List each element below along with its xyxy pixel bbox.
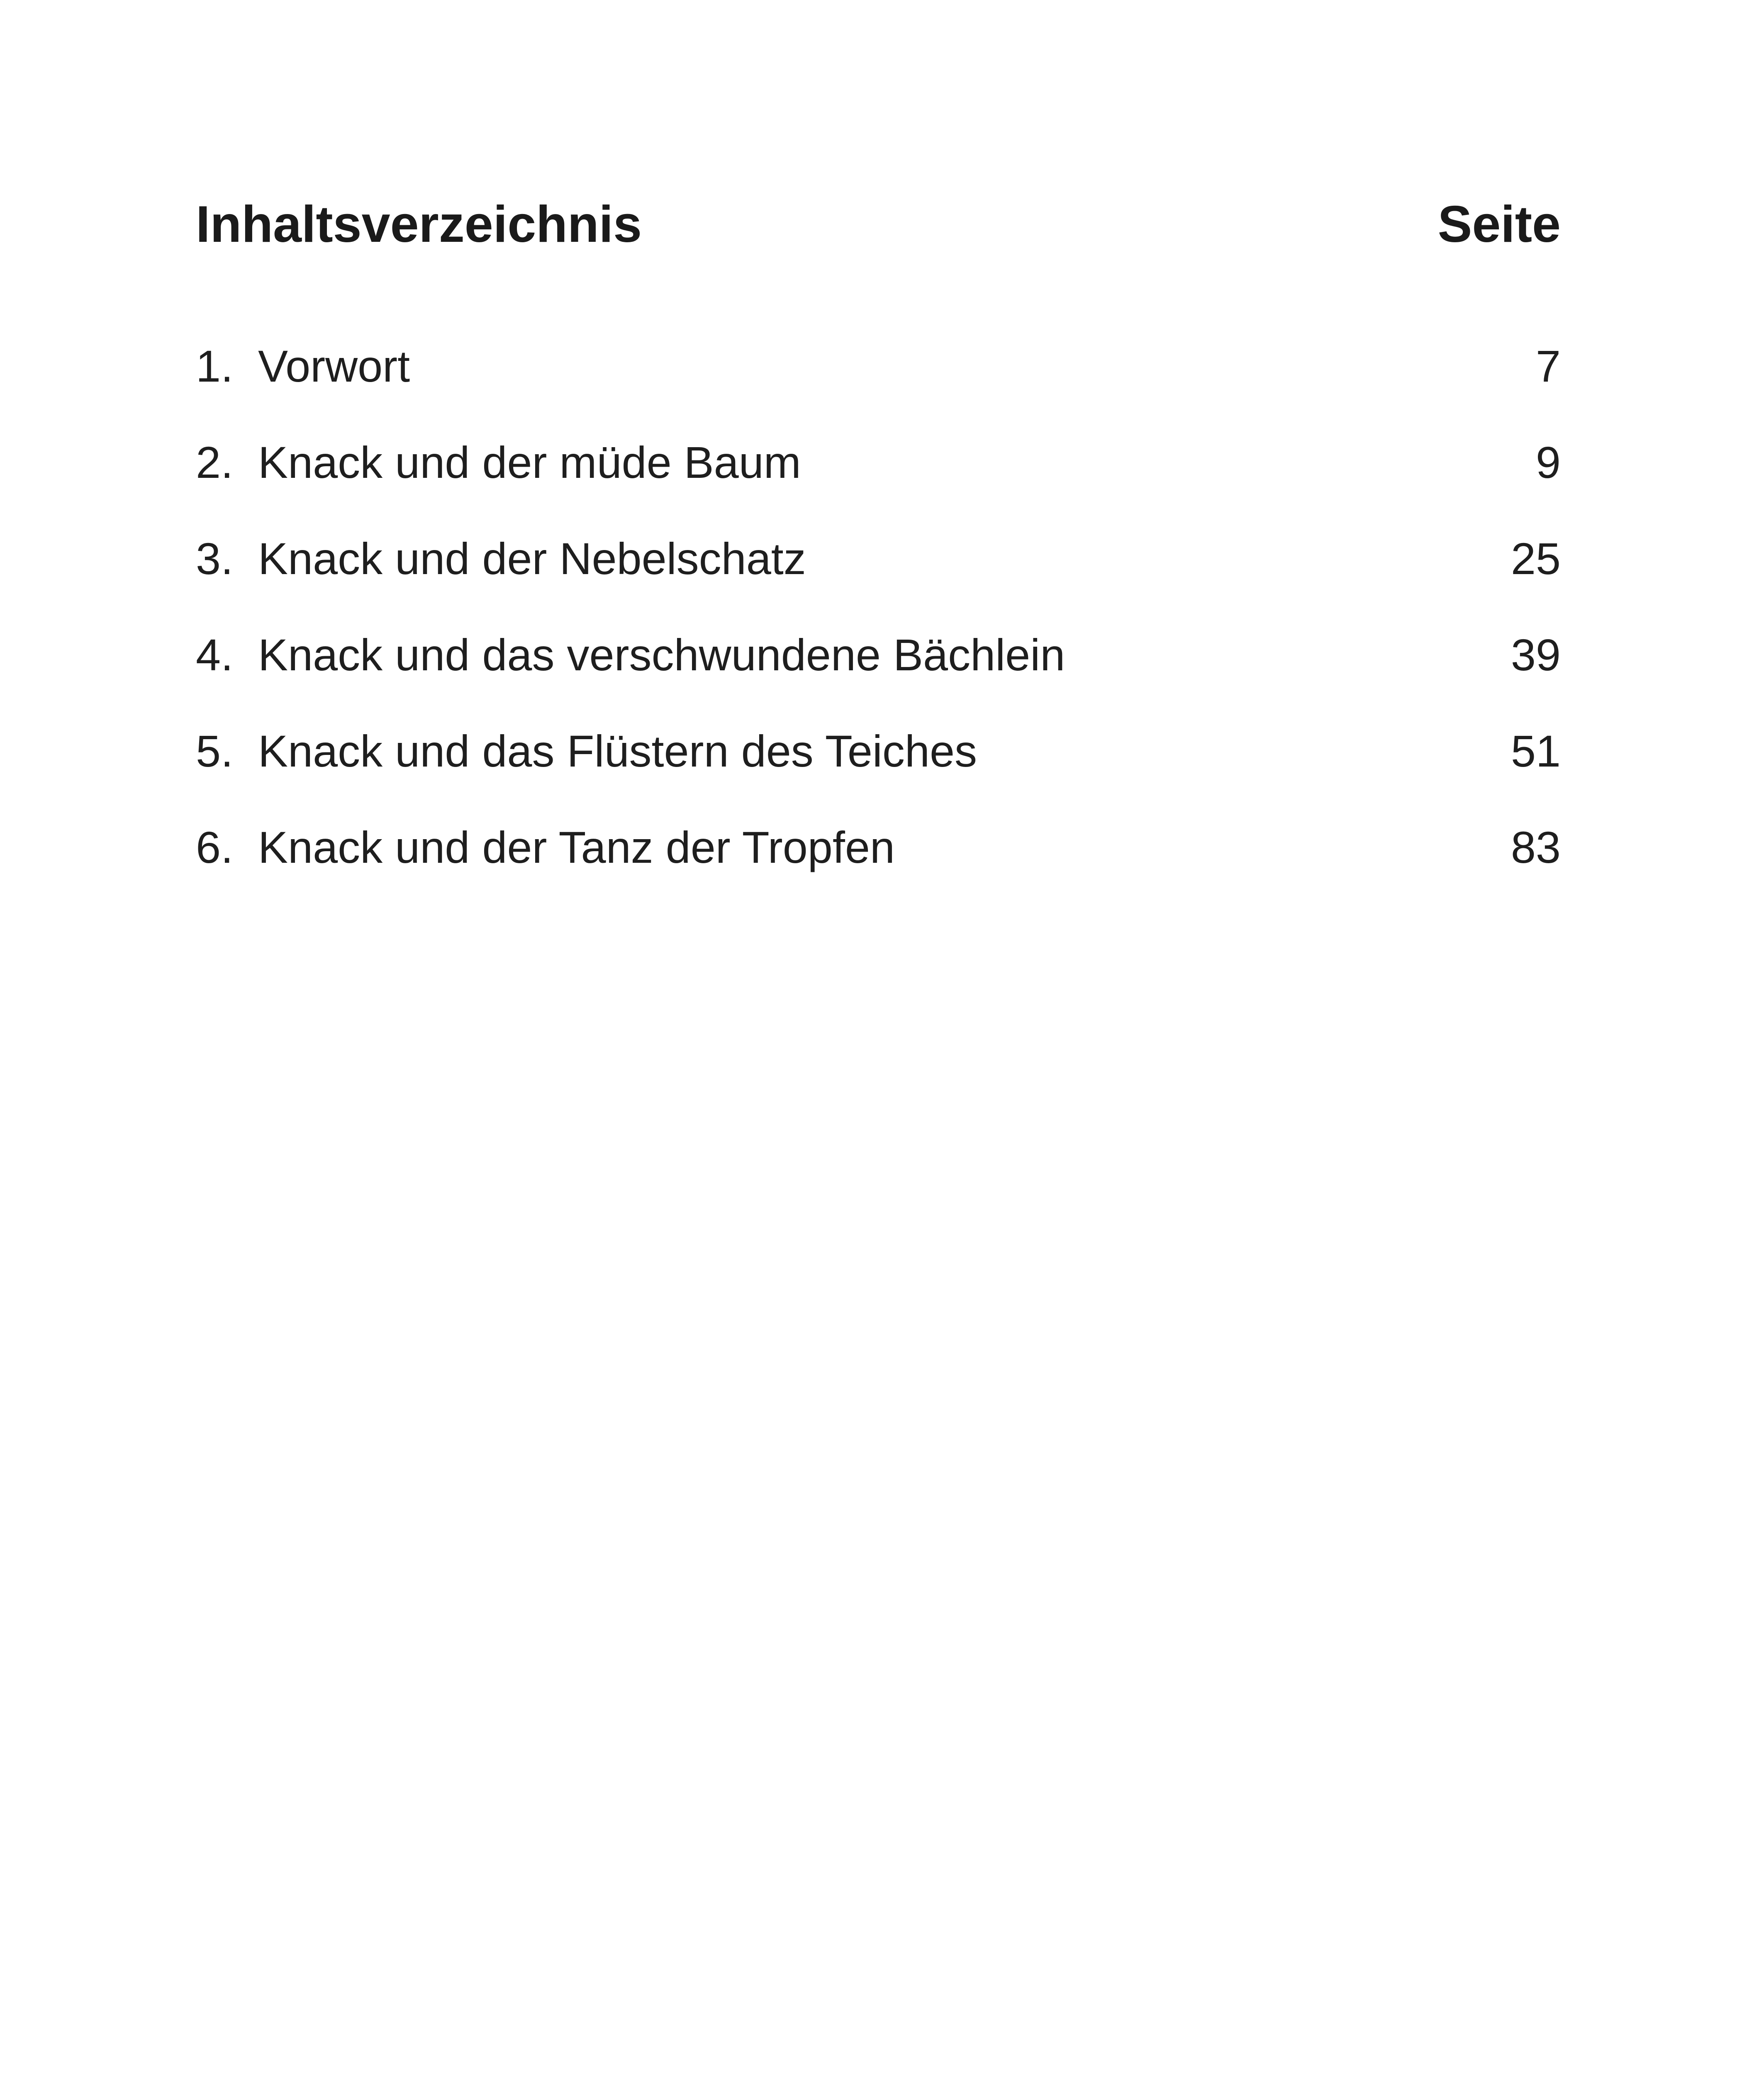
entry-page-number: 7: [1535, 341, 1561, 391]
entry-page-number: 25: [1511, 533, 1561, 584]
entry-page-number: 51: [1511, 726, 1561, 776]
toc-entry: [196, 340, 1561, 436]
entry-page-number: 83: [1511, 822, 1561, 872]
toc-list: [196, 340, 1561, 918]
entry-page-number: 39: [1511, 630, 1561, 680]
entry-page-number: 9: [1535, 437, 1561, 487]
entry-title: Knack und der Nebelschatz: [258, 533, 806, 584]
entry-number: 2.: [196, 437, 234, 487]
entry-number: 6.: [196, 822, 234, 872]
toc-header: [196, 195, 1561, 278]
toc-entry: [196, 533, 1561, 629]
entry-number: 1.: [196, 341, 234, 391]
toc-entry: [196, 629, 1561, 725]
entry-title: Knack und der Tanz der Tropfen: [258, 822, 895, 872]
table-of-contents: [196, 195, 1561, 918]
page-column-heading: Seite: [1438, 196, 1561, 253]
toc-entry: [196, 725, 1561, 821]
entry-number: 3.: [196, 533, 234, 584]
toc-heading: Inhaltsverzeichnis: [196, 196, 642, 253]
entry-title: Knack und das verschwundene Bächlein: [258, 630, 1065, 680]
entry-title: Knack und der müde Baum: [258, 437, 801, 487]
entry-title: Vorwort: [258, 341, 410, 391]
entry-number: 5.: [196, 726, 234, 776]
entry-title: Knack und das Flüstern des Teiches: [258, 726, 977, 776]
entry-number: 4.: [196, 630, 234, 680]
toc-entry: [196, 821, 1561, 918]
toc-entry: [196, 436, 1561, 533]
